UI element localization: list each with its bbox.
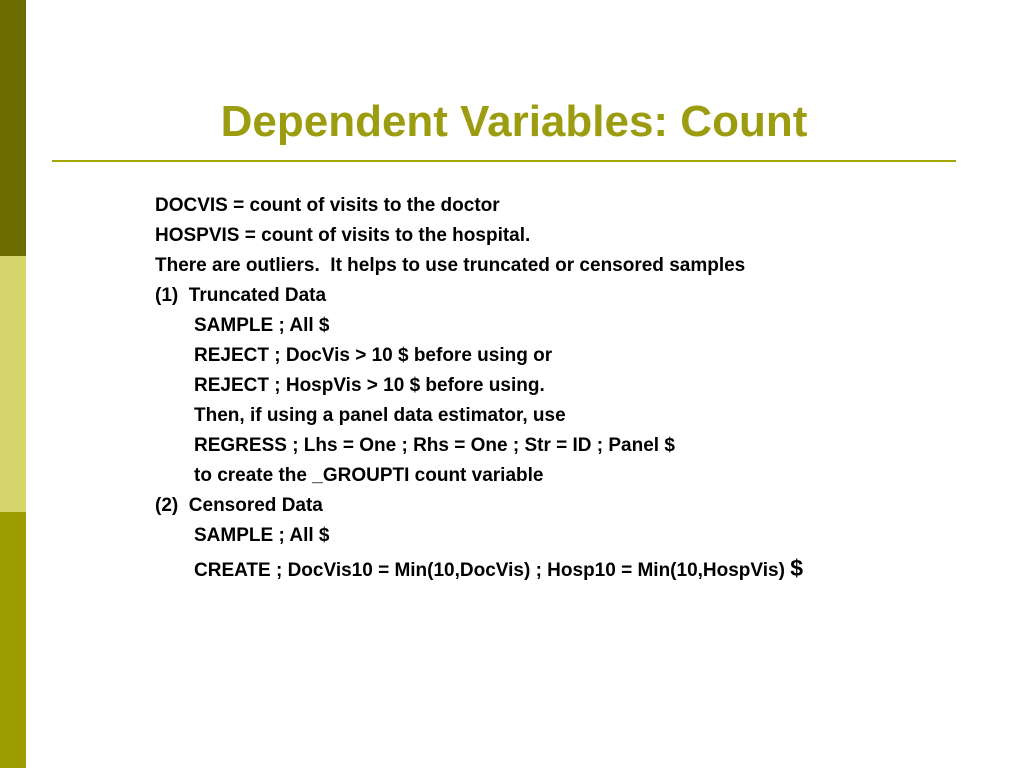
side-bar-middle-segment bbox=[0, 256, 26, 512]
line-reject-docvis: REJECT ; DocVis > 10 $ before using or bbox=[194, 345, 553, 366]
line-outliers: There are outliers. It helps to use truncated or censored samples bbox=[155, 255, 746, 276]
line-sample-all-1: SAMPLE ; All $ bbox=[194, 315, 330, 336]
line-groupti: to create the _GROUPTI count variable bbox=[194, 465, 544, 486]
line-panel-note: Then, if using a panel data estimator, use bbox=[194, 405, 566, 426]
line-regress: REGRESS ; Lhs = One ; Rhs = One ; Str = ID ; Panel $ bbox=[194, 435, 675, 456]
line-sample-all-2: SAMPLE ; All $ bbox=[194, 525, 330, 546]
slide-title: Dependent Variables: Count bbox=[220, 97, 808, 146]
line-create bbox=[155, 553, 803, 583]
line-create-text: CREATE ; DocVis10 = Min(10,DocVis) ; Hosp10 = Min(10,HospVis) bbox=[194, 560, 785, 581]
line-create-dollar: $ bbox=[790, 555, 803, 581]
line-truncated-heading: (1) Truncated Data bbox=[155, 285, 327, 306]
side-bar-bottom-segment bbox=[0, 512, 26, 768]
title-underline bbox=[52, 160, 956, 162]
line-reject-hospvis: REJECT ; HospVis > 10 $ before using. bbox=[194, 375, 545, 396]
line-docvis: DOCVIS = count of visits to the doctor bbox=[155, 195, 500, 216]
line-hospvis: HOSPVIS = count of visits to the hospital. bbox=[155, 225, 531, 246]
slide-body bbox=[155, 191, 803, 583]
line-censored-heading: (2) Censored Data bbox=[155, 495, 323, 516]
